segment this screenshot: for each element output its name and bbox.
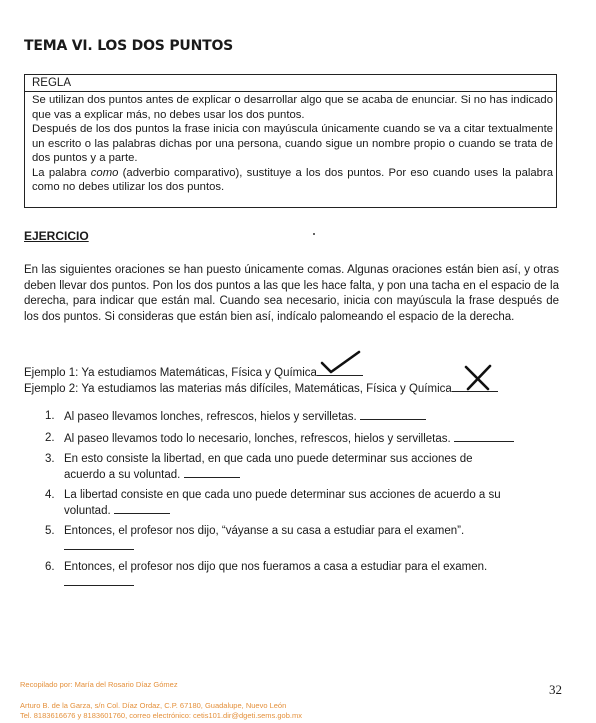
rule-heading: REGLA <box>25 75 556 92</box>
example-1-text: Ejemplo 1: Ya estudiamos Matemáticas, Física y Química <box>24 367 317 379</box>
list-item <box>45 488 560 518</box>
answer-blank[interactable] <box>454 431 514 442</box>
stray-dot <box>313 233 315 235</box>
footer-address: Arturo B. de la Garza, s/n Col. Díaz Ordaz, C.P. 67180, Guadalupe, Nuevo León <box>20 701 287 710</box>
item-text: En esto consiste la libertad, en que cada uno puede determinar sus acciones de acuerdo a su voluntad. <box>64 453 473 481</box>
list-item <box>45 524 560 554</box>
item-number: 4. <box>45 489 55 501</box>
answer-blank[interactable] <box>64 539 134 550</box>
example-2-answer-blank[interactable] <box>452 380 498 392</box>
item-text: Al paseo llevamos todo lo necesario, lonches, refrescos, hielos y servilletas. <box>64 432 451 445</box>
item-text: Entonces, el profesor nos dijo, “váyanse a su casa a estudiar para el examen”. <box>64 525 465 537</box>
answer-blank[interactable] <box>360 409 426 420</box>
answer-blank[interactable] <box>114 503 170 514</box>
page-title: TEMA VI. LOS DOS PUNTOS <box>24 38 234 54</box>
exercise-instructions: En las siguientes oraciones se han puesto únicamente comas. Algunas oraciones están bien así, y otras deben llevar dos puntos. Pon los dos puntos a las que les hace falta, y pon una tacha en el espacio de la derecha, para indicar que están mal. Cuando sea necesario, inicia con mayúscula la frase después de los dos puntos. Si consideras que están bien así, indícalo palomeando el espacio de la derecha. <box>24 264 559 323</box>
rule-paragraph-3-start: La palabra <box>32 166 91 179</box>
list-item <box>45 560 560 590</box>
answer-blank[interactable] <box>64 575 134 586</box>
rule-paragraph-1: Se utilizan dos puntos antes de explicar o desarrollar algo que se acaba de enunciar. Si no has indicado que vas a explicar más, no debes usar los dos puntos. <box>32 94 553 121</box>
rule-body <box>25 92 556 195</box>
item-number: 6. <box>45 561 55 573</box>
example-1 <box>24 364 363 379</box>
footer-compiler: Recopilado por: María del Rosario Díaz Gómez <box>20 680 178 689</box>
item-text: Entonces, el profesor nos dijo que nos fueramos a casa a estudiar para el examen. <box>64 561 488 573</box>
item-number: 3. <box>45 453 55 465</box>
page-number: 32 <box>549 682 562 697</box>
footer-contact: Tel. 8183616676 y 8183601760, correo electrónico: cetis101.dir@dgeti.sems.gob.mx <box>20 711 302 720</box>
rule-paragraph-3-end: (adverbio comparativo), sustituye a los dos puntos. Por eso cuando uses la palabra como no debes utilizar los dos puntos. <box>32 166 553 193</box>
cross-mark-icon <box>460 364 496 392</box>
item-number: 2. <box>45 431 55 444</box>
item-text: La libertad consiste en que cada uno puede determinar sus acciones de acuerdo a su voluntad. <box>64 489 501 517</box>
item-number: 1. <box>45 410 55 422</box>
rule-paragraph-3 <box>32 166 553 195</box>
example-1-answer-blank[interactable] <box>317 364 363 376</box>
exercise-list <box>45 409 560 596</box>
list-item <box>45 452 560 482</box>
example-2-text: Ejemplo 2: Ya estudiamos las materias más difíciles, Matemáticas, Física y Química <box>24 383 452 395</box>
checkmark-icon <box>319 349 363 375</box>
rule-box <box>24 74 557 208</box>
exercise-heading: EJERCICIO <box>24 229 89 243</box>
list-item <box>45 431 560 447</box>
item-number: 5. <box>45 525 55 537</box>
item-text: Al paseo llevamos lonches, refrescos, hielos y servilletas. <box>64 411 357 423</box>
example-2 <box>24 380 498 395</box>
answer-blank[interactable] <box>184 467 240 478</box>
rule-paragraph-3-italic: como <box>90 166 119 179</box>
rule-paragraph-2: Después de los dos puntos la frase inicia con mayúscula únicamente cuando se va a citar textualmente un escrito o las palabras dichas por una persona, cuando sigue un nombre propio o cuando se trata de dos puntos y a parte. <box>32 123 553 164</box>
list-item <box>45 409 560 425</box>
